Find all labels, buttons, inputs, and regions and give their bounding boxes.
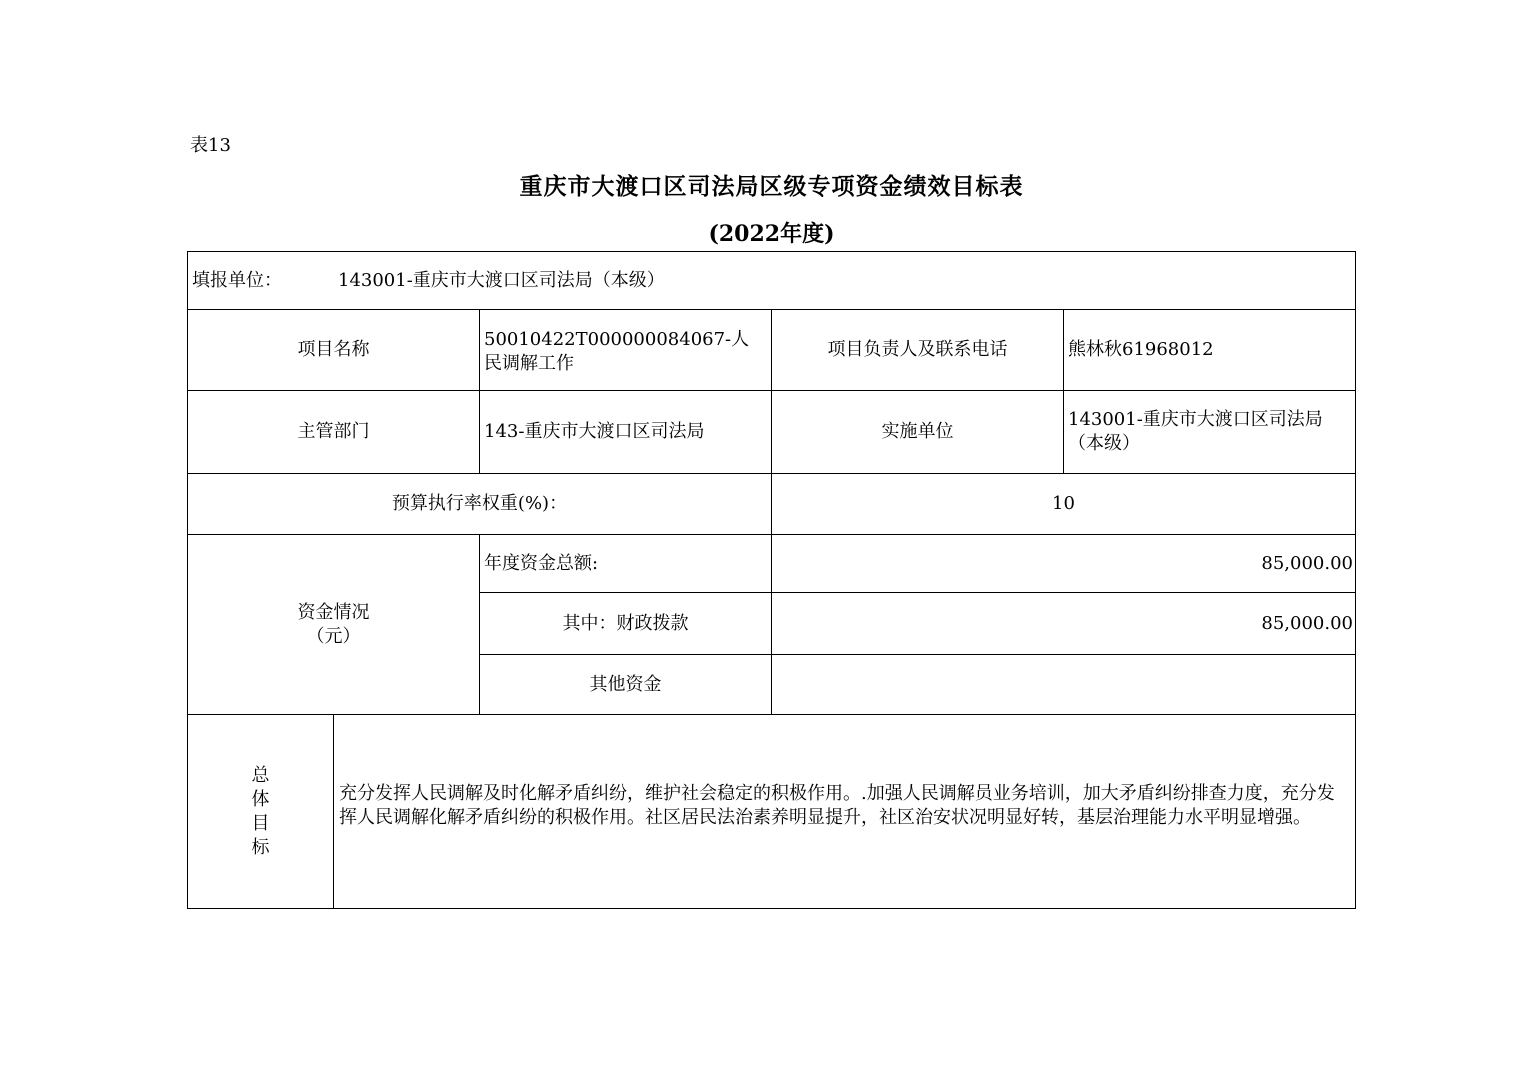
unit-row bbox=[188, 252, 1356, 310]
project-name-value: 50010422T000000084067-人民调解工作 bbox=[480, 310, 772, 391]
total-label: 年度资金总额: bbox=[480, 535, 772, 593]
goal-row bbox=[188, 715, 1356, 909]
funds-label bbox=[188, 535, 480, 715]
dept-value: 143-重庆市大渡口区司法局 bbox=[480, 391, 772, 474]
goal-label-char: 体 bbox=[251, 788, 270, 810]
other-value bbox=[772, 655, 1356, 715]
document-title: 重庆市大渡口区司法局区级专项资金绩效目标表 bbox=[519, 173, 1024, 200]
goal-label-char: 总 bbox=[251, 764, 270, 786]
other-label: 其他资金 bbox=[480, 655, 772, 715]
funds-total-row bbox=[188, 535, 1356, 593]
goal-label-char: 标 bbox=[251, 836, 270, 858]
fiscal-label: 其中：财政拨款 bbox=[480, 593, 772, 655]
unit-label: 填报单位： bbox=[192, 269, 282, 291]
weight-row bbox=[188, 474, 1356, 535]
goal-label-char: 目 bbox=[251, 812, 270, 834]
unit-value: 143001-重庆市大渡口区司法局（本级） bbox=[338, 269, 665, 291]
goal-text: 充分发挥人民调解及时化解矛盾纠纷，维护社会稳定的积极作用。.加强人民调解员业务培训，加大矛盾纠纷排查力度，充分发挥人民调解化解矛盾纠纷的积极作用。社区居民法治素养明显提升，社区治安状况明显好转，基层治理能力水平明显增强。 bbox=[334, 715, 1356, 909]
contact-label: 项目负责人及联系电话 bbox=[772, 310, 1064, 391]
performance-goal-table bbox=[187, 251, 1356, 909]
table-number: 表13 bbox=[190, 135, 231, 156]
contact-value: 熊林秋61968012 bbox=[1064, 310, 1356, 391]
total-value: 85,000.00 bbox=[772, 535, 1356, 593]
weight-label: 预算执行率权重(%)： bbox=[188, 474, 772, 535]
dept-label: 主管部门 bbox=[188, 391, 480, 474]
funds-label-line2: （元） bbox=[306, 625, 361, 647]
department-row bbox=[188, 391, 1356, 474]
unit-cell bbox=[188, 252, 1356, 310]
project-row bbox=[188, 310, 1356, 391]
project-name-label: 项目名称 bbox=[188, 310, 480, 391]
impl-label: 实施单位 bbox=[772, 391, 1064, 474]
weight-value: 10 bbox=[772, 474, 1356, 535]
fiscal-value: 85,000.00 bbox=[772, 593, 1356, 655]
document-subtitle: (2022年度) bbox=[708, 221, 835, 247]
funds-label-line1: 资金情况 bbox=[297, 601, 370, 623]
goal-label bbox=[188, 715, 334, 909]
impl-value: 143001-重庆市大渡口区司法局（本级） bbox=[1064, 391, 1356, 474]
